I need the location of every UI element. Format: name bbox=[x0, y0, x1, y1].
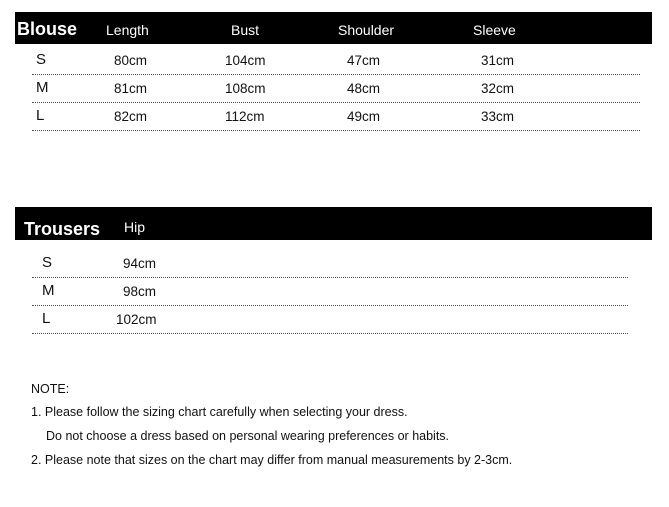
hip-value: 98cm bbox=[123, 284, 157, 299]
header-sleeve: Sleeve bbox=[473, 22, 516, 38]
size-label: L bbox=[36, 107, 45, 124]
note-heading: NOTE: bbox=[31, 382, 70, 396]
length-value: 81cm bbox=[114, 81, 148, 96]
note-line-1: 1. Please follow the sizing chart carefully when selecting your dress. bbox=[31, 405, 408, 419]
blouse-row-l bbox=[32, 102, 640, 131]
size-label: M bbox=[36, 79, 49, 96]
trousers-row-m bbox=[32, 277, 628, 306]
sleeve-value: 31cm bbox=[481, 53, 515, 68]
size-label: S bbox=[42, 254, 53, 271]
bust-value: 104cm bbox=[225, 53, 266, 68]
length-value: 82cm bbox=[114, 109, 148, 124]
trousers-title: Trousers bbox=[24, 219, 101, 239]
trousers-row-l bbox=[32, 305, 628, 334]
sleeve-value: 32cm bbox=[481, 81, 515, 96]
blouse-title: Blouse bbox=[17, 19, 78, 39]
shoulder-value: 49cm bbox=[347, 109, 381, 124]
note-line-3: 2. Please note that sizes on the chart may differ from manual measurements by 2-3cm. bbox=[31, 453, 513, 467]
size-label: S bbox=[36, 51, 47, 68]
trousers-header-bar bbox=[15, 207, 652, 240]
header-shoulder: Shoulder bbox=[338, 22, 395, 38]
length-value: 80cm bbox=[114, 53, 148, 68]
note-line-2: Do not choose a dress based on personal wearing preferences or habits. bbox=[46, 429, 450, 443]
header-length: Length bbox=[106, 22, 149, 38]
header-bust: Bust bbox=[231, 22, 260, 38]
shoulder-value: 48cm bbox=[347, 81, 381, 96]
size-label: M bbox=[42, 282, 55, 299]
header-hip: Hip bbox=[124, 219, 146, 235]
blouse-row-m bbox=[32, 74, 640, 103]
size-label: L bbox=[42, 310, 51, 327]
blouse-header-bar bbox=[15, 12, 652, 44]
sleeve-value: 33cm bbox=[481, 109, 515, 124]
blouse-row-s bbox=[32, 46, 640, 75]
bust-value: 108cm bbox=[225, 81, 266, 96]
trousers-row-s bbox=[32, 249, 628, 278]
bust-value: 112cm bbox=[225, 109, 265, 124]
shoulder-value: 47cm bbox=[347, 53, 381, 68]
hip-value: 102cm bbox=[116, 312, 157, 327]
hip-value: 94cm bbox=[123, 256, 157, 271]
